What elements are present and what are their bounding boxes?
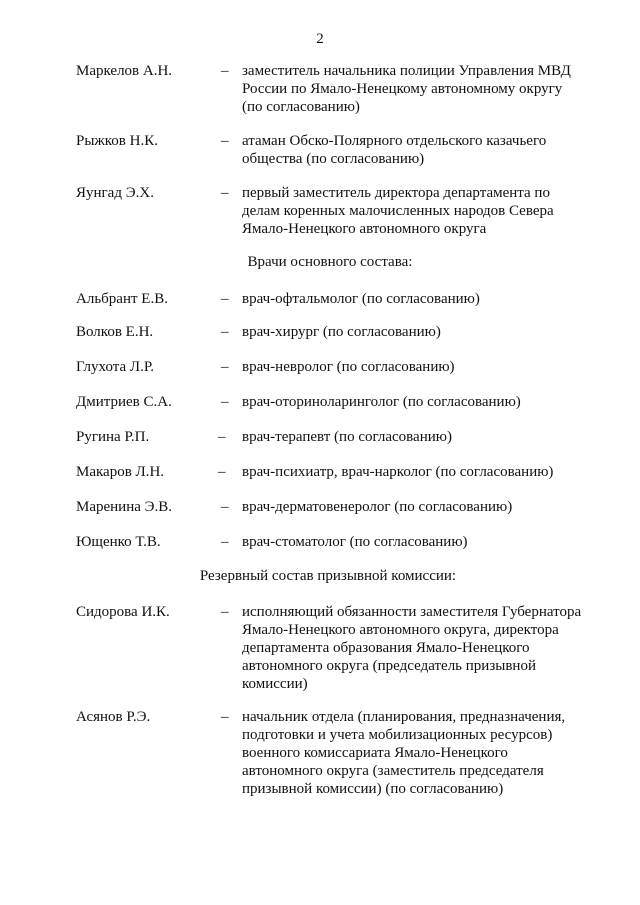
member-position [242, 428, 592, 446]
member-name: Ющенко Т.В. [76, 534, 161, 550]
position-line: атаман Обско-Полярного отдельского казачьего [242, 133, 547, 149]
position-line: врач-невролог (по согласованию) [242, 359, 455, 375]
dash-separator: – [221, 133, 229, 149]
member-name: Дмитриев С.А. [76, 394, 172, 410]
position-line: автономного округа (заместитель председателя [242, 763, 544, 779]
position-line: департамента образования Ямало-Ненецкого [242, 640, 530, 656]
dash-separator: – [221, 291, 229, 307]
position-line: врач-терапевт (по согласованию) [242, 429, 452, 445]
dash-separator: – [221, 499, 229, 515]
position-line: исполняющий обязанности заместителя Губернатора [242, 604, 582, 620]
position-line: врач-психиатр, врач-нарколог (по согласованию) [242, 464, 554, 480]
position-line: врач-оториноларинголог (по согласованию) [242, 394, 521, 410]
member-position [242, 463, 592, 481]
position-line: начальник отдела (планирования, предназначения, [242, 709, 566, 725]
member-name: Глухота Л.Р. [76, 359, 155, 375]
position-line: подготовки и учета мобилизационных ресурсов) [242, 727, 553, 743]
position-line: комиссии) [242, 676, 308, 692]
member-position [242, 708, 592, 798]
dash-separator: – [218, 464, 226, 480]
dash-separator: – [221, 63, 229, 79]
position-line: общества (по согласованию) [242, 151, 425, 167]
dash-separator: – [221, 324, 229, 340]
position-line: Ямало-Ненецкого автономного округа, директора [242, 622, 559, 638]
member-position [242, 393, 592, 411]
member-name: Сидорова И.К. [76, 604, 170, 620]
position-line: (по согласованию) [242, 99, 360, 115]
section-heading-doctors: Врачи основного состава: [247, 254, 413, 270]
position-line: врач-дерматовенеролог (по согласованию) [242, 499, 513, 515]
member-name: Рыжков Н.К. [76, 133, 158, 149]
member-position [242, 184, 592, 238]
member-name: Маренина Э.В. [76, 499, 173, 515]
position-line: России по Ямало-Ненецкому автономному округу [242, 81, 563, 97]
position-line: врач-офтальмолог (по согласованию) [242, 291, 480, 307]
member-position [242, 498, 592, 516]
position-line: врач-хирург (по согласованию) [242, 324, 441, 340]
dash-separator: – [218, 429, 226, 445]
dash-separator: – [221, 709, 229, 725]
position-line: делам коренных малочисленных народов Севера [242, 203, 554, 219]
member-name: Яунгад Э.Х. [76, 185, 154, 201]
member-position [242, 358, 592, 376]
position-line: призывной комиссии) (по согласованию) [242, 781, 504, 797]
position-line: автономного округа (председатель призывной [242, 658, 536, 674]
member-position [242, 533, 592, 551]
member-name: Маркелов А.Н. [76, 63, 173, 79]
position-line: военного комиссариата Ямало-Ненецкого [242, 745, 508, 761]
dash-separator: – [221, 604, 229, 620]
member-name: Волков Е.Н. [76, 324, 154, 340]
member-position [242, 323, 592, 341]
member-position [242, 290, 592, 308]
dash-separator: – [221, 534, 229, 550]
member-position [242, 603, 592, 693]
member-name: Альбрант Е.В. [76, 291, 168, 307]
member-name: Ругина Р.П. [76, 429, 150, 445]
dash-separator: – [221, 394, 229, 410]
member-name: Асянов Р.Э. [76, 709, 151, 725]
position-line: первый заместитель директора департамента по [242, 185, 550, 201]
position-line: врач-стоматолог (по согласованию) [242, 534, 468, 550]
section-heading-reserve: Резервный состав призывной комиссии: [199, 568, 457, 584]
position-line: Ямало-Ненецкого автономного округа [242, 221, 487, 237]
member-position [242, 62, 592, 116]
page-number: 2 [316, 31, 324, 47]
dash-separator: – [221, 359, 229, 375]
member-name: Макаров Л.Н. [76, 464, 165, 480]
member-position [242, 132, 592, 168]
dash-separator: – [221, 185, 229, 201]
position-line: заместитель начальника полиции Управления МВД [242, 63, 571, 79]
